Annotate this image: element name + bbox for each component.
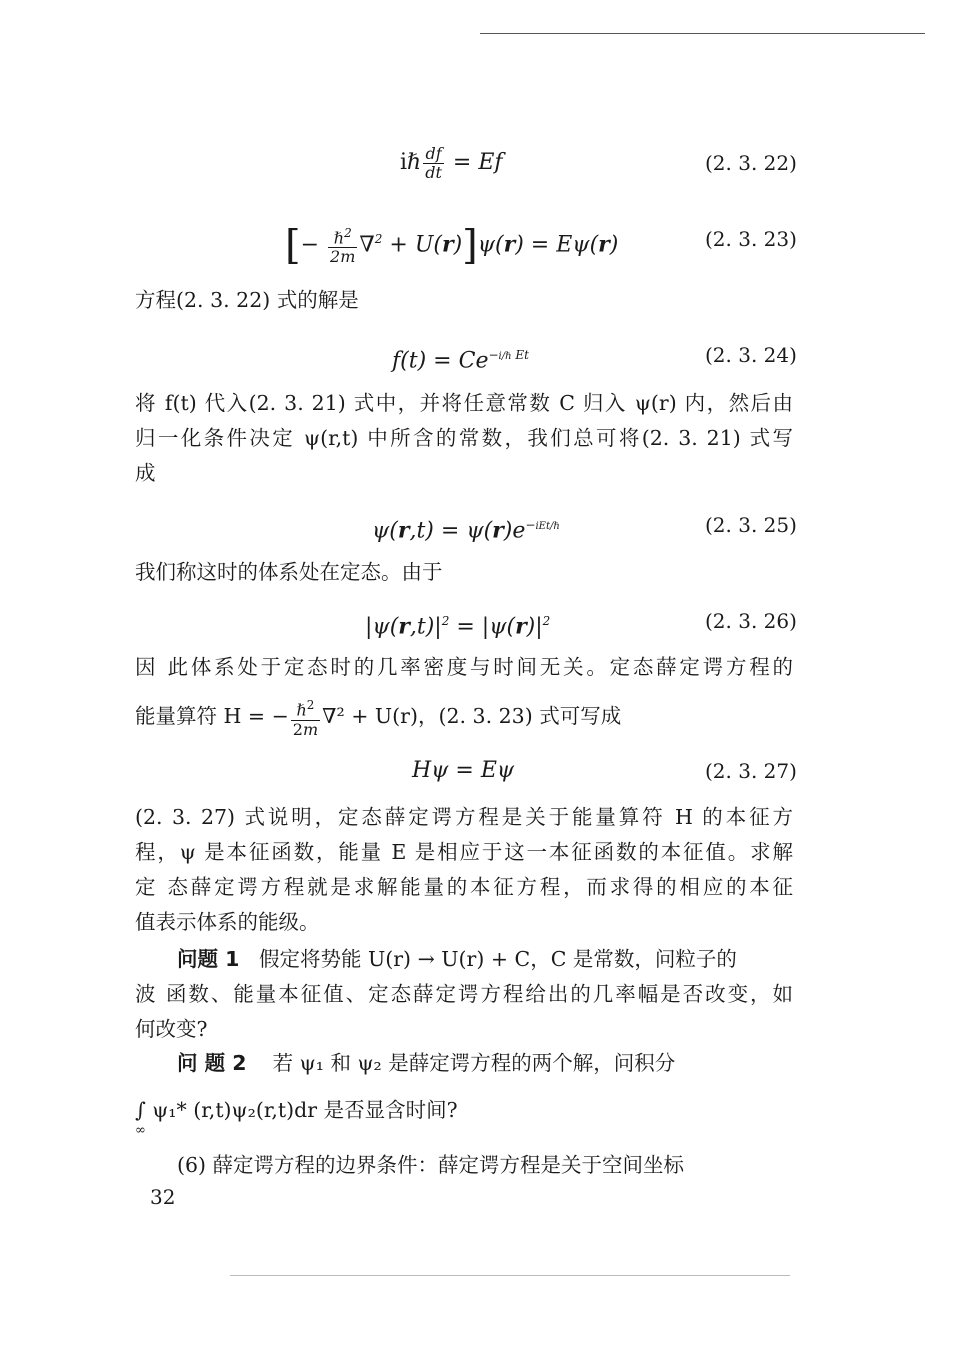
equation-number: (2. 3. 27) (705, 759, 797, 783)
equation-number: (2. 3. 26) (705, 609, 797, 633)
text-line: 我们称这时的体系处在定态。由于 (135, 560, 443, 584)
question-label: 问 题 2 (177, 1051, 247, 1075)
question-label: 问题 1 (177, 947, 240, 971)
text-line: 值表示体系的能级。 (135, 910, 320, 934)
text-line: ∫ ψ₁* (r,t)ψ₂(r,t)dr 是否显含时间? (135, 1098, 458, 1122)
text-line: 程，ψ 是本征函数，能量 E 是相应于这一本征函数的本征值。求解 (135, 840, 793, 864)
text-line (135, 942, 793, 977)
equation-number: (2. 3. 24) (705, 343, 797, 367)
equation-expression: $f(t) = Ce^{-i/\hbar Et}$ (392, 348, 529, 374)
question-2 (135, 1046, 793, 1138)
equation-2-3-24 (0, 330, 953, 380)
text-line (135, 1046, 793, 1081)
integral-subscript: ∞ (135, 1123, 146, 1138)
paragraph-3 (135, 555, 793, 590)
equation-2-3-25 (0, 500, 953, 550)
equation-expression: $|\psi(r,t)|^2 = |\psi(r)|^2$ (365, 613, 551, 640)
header-rule (480, 33, 925, 34)
equation-2-3-23 (0, 214, 953, 269)
text-line: 波 函数、能量本征值、定态薛定谔方程给出的几率幅是否改变，如 (135, 982, 793, 1006)
text-segment: 能量算符 H = − (135, 704, 289, 728)
text-line (135, 1148, 793, 1183)
equation-2-3-22 (0, 138, 953, 188)
text-line: 将 f(t) 代入(2. 3. 21) 式中，并将任意常数 C 归入 ψ(r) 内，然后由 (135, 391, 793, 415)
paragraph-5 (135, 800, 793, 940)
text-line: 归一化条件决定 ψ(r,t) 中所含的常数，我们总可将(2. 3. 21) 式写 (135, 426, 793, 450)
text-line: 何改变? (135, 1017, 208, 1041)
hbar-fraction: $\frac{\hbar^2}{2m}$ (292, 698, 319, 739)
equation-number: (2. 3. 23) (705, 227, 797, 251)
equation-number: (2. 3. 22) (705, 151, 797, 175)
text-line: 成 (135, 461, 156, 485)
paragraph-6 (135, 1148, 793, 1183)
text-segment: 若 ψ₁ 和 ψ₂ 是薛定谔方程的两个解，问积分 (272, 1051, 676, 1075)
equation-number: (2. 3. 25) (705, 513, 797, 537)
equation-2-3-27 (0, 746, 953, 796)
paragraph-1 (135, 283, 793, 318)
question-1 (135, 942, 793, 1047)
paragraph-2 (135, 386, 793, 491)
footer-rule (230, 1275, 790, 1276)
text-line: (2. 3. 27) 式说明，定态薛定谔方程是关于能量算符 H 的本征方 (135, 805, 793, 829)
equation-expression: $\psi(r,t) = \psi(r)e^{-iEt/\hbar}$ (372, 517, 560, 544)
paragraph-4 (135, 650, 793, 741)
equation-expression: Hψ = Eψ (412, 758, 515, 783)
text-line (135, 691, 793, 741)
equation-2-3-26 (0, 596, 953, 646)
text-line: 因 此体系处于定态时的几率密度与时间无关。定态薛定谔方程的 (135, 655, 793, 679)
equation-expression: [− $\frac{\hbar^2}{2m}$ ∇$^2$ + U(r)]ψ(r) = Eψ(r) (285, 222, 619, 269)
page-number: 32 (150, 1185, 176, 1209)
equation-expression: iℏ $\frac{df}{dt}$ = Ef (400, 143, 503, 182)
text-line: 定 态薛定谔方程就是求解能量的本征方程，而求得的相应的本征 (135, 875, 793, 899)
text-segment: 假定将势能 U(r) → U(r) + C，C 是常数，问粒子的 (258, 947, 737, 971)
text-segment: ∇² + U(r)，(2. 3. 23) 式可写成 (322, 704, 622, 728)
text-segment: (6) 薛定谔方程的边界条件：薛定谔方程是关于空间坐标 (177, 1153, 685, 1177)
text-line: 方程(2. 3. 22) 式的解是 (135, 288, 359, 312)
